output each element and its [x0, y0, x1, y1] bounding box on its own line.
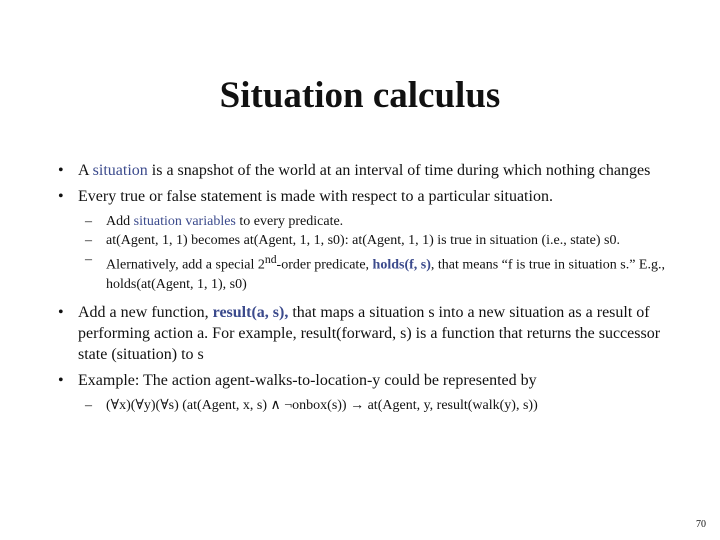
bullet-text: Every true or false statement is made with respect to a particular situation.: [78, 188, 553, 205]
page-number: 70: [696, 519, 706, 530]
term-result: result(a, s),: [212, 303, 289, 321]
bullet-example: [58, 370, 668, 391]
bullet-icon: •: [58, 371, 64, 389]
slide-title: Situation calculus: [219, 75, 501, 116]
sub-bullet-at-example: [58, 231, 668, 250]
sub-text: at(Agent, 1, 1) becomes at(Agent, 1, 1, s0): at(Agent, 1, 1) is true in situation (i.e., state) s0.: [106, 233, 620, 248]
sub-list-statements: [58, 212, 668, 294]
slide-content: [58, 160, 668, 421]
bullet-situation-definition: [58, 160, 668, 181]
bullet-result-function: [58, 302, 668, 365]
term-situation: situation: [92, 162, 148, 179]
sub-text-post: , that means “f is true in situation s.” E.g., holds(at(Agent, 1, 1), s0): [106, 257, 665, 292]
bullet-icon: •: [58, 188, 64, 205]
dash-icon: –: [85, 252, 92, 267]
sub-text-pre: Alernatively, add a special 2: [106, 257, 265, 273]
dash-icon: –: [85, 233, 92, 248]
superscript-nd: nd: [264, 253, 277, 266]
bullet-text-post: is a snapshot of the world at an interval of time during which nothing changes: [147, 162, 651, 179]
sub-bullet-holds: [58, 250, 668, 294]
sub-list-example: [58, 396, 668, 415]
bullet-text-pre: Add a new function,: [78, 303, 213, 321]
sub-bullet-formula: [58, 396, 668, 415]
sub-bullet-situation-variables: [58, 212, 668, 231]
sub-text-mid: -order predicate,: [276, 257, 373, 273]
bullet-statements: [58, 186, 668, 207]
bullet-icon: •: [58, 303, 64, 321]
term-situation-variables: situation variables: [133, 214, 236, 229]
dash-icon: –: [85, 397, 92, 413]
sub-text-post: to every predicate.: [235, 214, 344, 229]
sub-text-pre: Add: [106, 214, 134, 229]
bullet-text-post: that maps a situation s into a new situation as a result of performing action a. For example, result(forward, s) is a function that returns the successor state (situation) to s: [78, 303, 661, 363]
dash-icon: –: [85, 214, 92, 229]
term-holds: holds(f, s): [372, 257, 431, 273]
formula-text: (∀x)(∀y)(∀s) (at(Agent, x, s) ∧ ¬onbox(s)) → at(Agent, y, result(walk(y), s)): [106, 397, 538, 413]
bullet-icon: •: [58, 162, 64, 179]
bullet-text: Example: The action agent-walks-to-location-y could be represented by: [78, 371, 537, 389]
bullet-text-pre: A: [78, 162, 93, 179]
